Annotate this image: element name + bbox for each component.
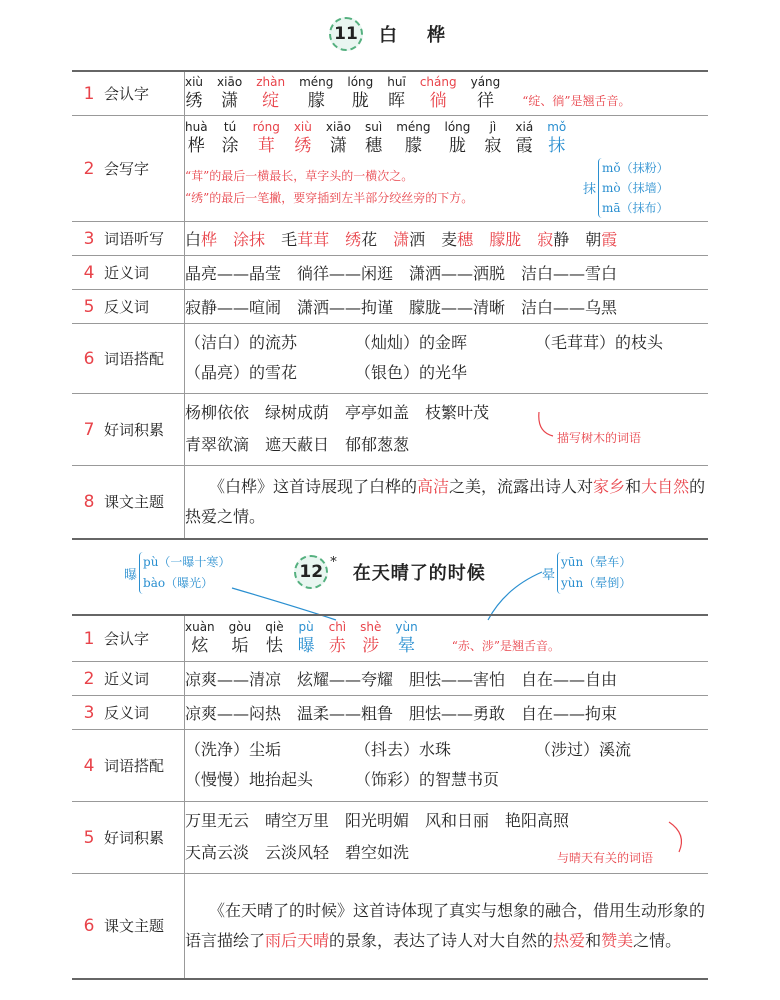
polyphone-mo (583, 158, 669, 218)
row-label: 会认字 (104, 629, 150, 648)
pinyin: shè (360, 619, 382, 634)
character: 绣 (294, 135, 312, 156)
pinyin: róng (252, 119, 280, 134)
row-jinyi (72, 661, 708, 695)
character: 桦 (187, 135, 205, 156)
optional-star: * (330, 555, 337, 570)
pinyin-character (420, 75, 457, 112)
row-zhuti (72, 465, 708, 539)
row-label: 近义词 (104, 263, 150, 282)
text-segment: 《在天晴了的时候》这首诗体现了真实与想象的融合，借用生动形象的语言描绘了 (185, 900, 706, 950)
row-dapei (72, 323, 708, 393)
polyphone-char: 晕 (542, 567, 556, 583)
text-segment: 茸茸 (297, 229, 330, 249)
pinyin-list (185, 120, 580, 157)
lesson-11-table (72, 70, 708, 540)
pinyin-character (396, 120, 430, 157)
antonyms: 凉爽——闷热 温柔——粗鲁 胆怯——勇敢 自在——拘束 (185, 695, 709, 729)
text-segment: 静 朝 (553, 229, 602, 249)
polyphone-char: 抹 (583, 182, 597, 197)
character: 晖 (388, 90, 406, 111)
polyphone-reading: bào（曝光） (143, 576, 214, 590)
text-segment (217, 230, 233, 249)
row-number: 1 (83, 83, 95, 104)
annotation-arrow (537, 410, 557, 440)
pinyin-character (185, 620, 215, 657)
pinyin: xiù (293, 119, 312, 134)
pinyin: chì (328, 619, 347, 634)
pinyin-character (547, 120, 566, 157)
collocation: （晶亮）的雪花 (185, 363, 298, 382)
pinyin-character (298, 620, 315, 657)
row-dapei (72, 729, 708, 801)
collocation: （涉过）溪流 (535, 740, 632, 759)
row-label: 课文主题 (104, 493, 165, 512)
row-number: 3 (83, 702, 95, 723)
pinyin-character (253, 120, 280, 157)
row-label: 近义词 (104, 669, 150, 688)
character: 潇 (221, 90, 239, 111)
text-segment: 《白桦》这首诗展现了白桦的 (185, 476, 418, 496)
character: 赤 (328, 635, 346, 656)
character: 胧 (351, 90, 369, 111)
synonyms: 凉爽——清凉 炫耀——夸耀 胆怯——害怕 自在——自由 (185, 661, 709, 695)
text-segment: 之美，流露出诗人对 (449, 476, 594, 496)
pinyin: qiè (265, 619, 284, 634)
row-label: 会认字 (104, 84, 150, 103)
polyphone-reading: yūn（晕车） (561, 555, 632, 569)
pinyin: xiāo (325, 119, 351, 134)
antonyms: 寂静——喧闹 潇洒——拘谨 朦胧——清晰 洁白——乌黑 (185, 289, 709, 323)
polyphone-reading: yùn（晕倒） (561, 576, 632, 590)
stroke-note-2: “绣”的最后一笔撇，要穿插到左半部分绞丝旁的下方。 (185, 190, 474, 205)
lesson-11-header (0, 17, 780, 51)
pinyin-character (256, 75, 285, 112)
text-segment: 桦 (201, 229, 218, 249)
pinyin-character (185, 120, 208, 157)
text-segment: 的景象，表达了诗人对大自然的 (329, 930, 554, 950)
row-number: 2 (83, 668, 95, 689)
text-segment: 雨后天晴 (265, 930, 330, 950)
good-words-line: 杨柳依依 绿树成荫 亭亭如盖 枝繁叶茂 (185, 403, 490, 422)
row-number: 5 (83, 827, 95, 848)
row-number: 7 (83, 419, 95, 440)
polyphone-reading: mǒ（抹粉） (602, 160, 669, 175)
row-label: 词语听写 (104, 229, 165, 248)
row-number: 3 (83, 228, 95, 249)
row-fanyi (72, 289, 708, 323)
text-segment: 家乡 (593, 476, 626, 496)
row-number: 5 (83, 296, 95, 317)
pinyin: huī (387, 74, 406, 89)
character: 朦 (307, 90, 325, 111)
text-segment: 毛 (265, 229, 298, 249)
row-jinyi (72, 255, 708, 289)
text-segment (521, 230, 537, 249)
row-renzi (72, 71, 708, 115)
polyphone-yun (542, 552, 631, 594)
good-words-line: 青翠欲滴 遮天蔽日 郁郁葱葱 (185, 435, 410, 454)
row-number: 4 (83, 755, 95, 776)
text-segment: 和 (625, 476, 642, 496)
polyphone-char: 曝 (124, 567, 138, 583)
character: 怯 (265, 635, 283, 656)
polyphone-reading: mā（抹布） (602, 200, 669, 215)
pinyin-character (395, 620, 417, 657)
row-tingxie (72, 221, 708, 255)
row-number: 6 (83, 916, 95, 937)
row-fanyi (72, 695, 708, 729)
text-segment: 绣 (345, 229, 362, 249)
pinyin-character (294, 120, 312, 157)
row-haoci (72, 801, 708, 873)
pinyin: lóng (347, 74, 374, 89)
pinyin: gòu (228, 619, 252, 634)
lesson-number-badge: 12 (294, 555, 328, 589)
text-segment: 寂 (537, 229, 554, 249)
row-xiezi (72, 115, 708, 221)
character: 霞 (515, 135, 533, 156)
collocation: （洗净）尘垢 (185, 740, 282, 759)
row-renzi (72, 615, 708, 661)
text-segment: 穗 (457, 229, 474, 249)
polyphone-reading: mò（抹墙） (602, 180, 669, 195)
row-label: 会写字 (104, 159, 150, 178)
row-number: 2 (83, 158, 95, 179)
pinyin-character (326, 120, 351, 157)
character: 涉 (362, 635, 380, 656)
character: 穗 (365, 135, 383, 156)
pinyin-character (515, 120, 533, 157)
character: 晕 (398, 635, 416, 656)
collocation: （银色）的光华 (355, 363, 468, 382)
pinyin: xiá (515, 119, 534, 134)
text-segment: 涂抹 (233, 229, 266, 249)
pinyin: tú (223, 119, 237, 134)
row-label: 反义词 (104, 297, 150, 316)
pinyin: zhàn (256, 74, 286, 89)
character: 涂 (221, 135, 239, 156)
text-segment: 热爱 (553, 930, 586, 950)
polyphone-pu (124, 552, 230, 594)
pinyin: huà (185, 119, 208, 134)
pinyin-character (347, 75, 373, 112)
row-label: 课文主题 (104, 917, 165, 936)
pinyin: yùn (395, 619, 418, 634)
pinyin-character (365, 120, 382, 157)
row-number: 1 (83, 628, 95, 649)
pinyin-character (222, 120, 239, 157)
text-segment: 之情。 (633, 930, 682, 950)
row-label: 好词积累 (104, 420, 165, 439)
collocations (185, 328, 708, 388)
text-segment: 花 (361, 229, 394, 249)
character: 抹 (548, 135, 566, 156)
row-label: 好词积累 (104, 828, 165, 847)
row-label: 反义词 (104, 703, 150, 722)
pinyin: suì (365, 119, 383, 134)
row-label: 词语搭配 (104, 756, 165, 775)
pinyin: méng (299, 74, 334, 89)
lesson-12-header (0, 555, 780, 589)
text-segment: 白 (185, 229, 202, 249)
pinyin-character (329, 620, 347, 657)
good-words-line: 天高云淡 云淡风轻 碧空如洗 (185, 843, 410, 862)
good-words-line: 万里无云 晴空万里 阳光明媚 风和日丽 艳阳高照 (185, 811, 570, 830)
collocations (185, 735, 708, 795)
collocation: （抖去）水珠 (355, 740, 452, 759)
pinyin-character (360, 620, 381, 657)
character: 朦 (404, 135, 422, 156)
pinyin-character (185, 75, 203, 112)
row-number: 4 (83, 262, 95, 283)
polyphone-reading: pù（一曝十寒） (143, 555, 231, 569)
row-zhuti (72, 873, 708, 979)
pinyin: xuàn (185, 619, 215, 634)
row-number: 6 (83, 348, 95, 369)
pinyin: xiù (185, 74, 204, 89)
text-segment: 赞美 (601, 930, 634, 950)
pinyin-character (229, 620, 252, 657)
collocation: （毛茸茸）的枝头 (535, 333, 664, 352)
pinyin-character (217, 75, 242, 112)
stroke-note-1: “茸”的最后一横最长，草字头的一横次之。 (185, 168, 414, 183)
text-segment: 朦胧 (489, 229, 522, 249)
row-haoci (72, 393, 708, 465)
annotation: 描写树木的词语 (557, 430, 642, 445)
theme-text (185, 477, 705, 526)
collocation: （洁白）的流苏 (185, 333, 298, 352)
annotation: 与晴天有关的词语 (557, 850, 654, 865)
pinyin-character (471, 75, 501, 112)
pinyin: pù (298, 619, 314, 634)
character: 曝 (297, 635, 315, 656)
text-segment: 高洁 (417, 476, 450, 496)
pinyin: mǒ (547, 119, 567, 134)
text-segment: 和 (585, 930, 602, 950)
lesson-title: 在天晴了的时候 (352, 563, 486, 584)
character: 胧 (448, 135, 466, 156)
lesson-number-badge: 11 (329, 17, 363, 51)
pinyin: lóng (444, 119, 471, 134)
row-label: 词语搭配 (104, 349, 165, 368)
pinyin-list (185, 620, 432, 657)
annotation-arrow (665, 820, 689, 854)
character: 炫 (191, 635, 209, 656)
tongue-note: “绽、徜”是翘舌音。 (522, 93, 631, 108)
collocation: （慢慢）地抬起头 (185, 770, 314, 789)
character: 徉 (476, 90, 494, 111)
text-segment: 霞 (601, 229, 618, 249)
pinyin-character (387, 75, 406, 112)
synonyms: 晶亮——晶莹 徜徉——闲逛 潇洒——洒脱 洁白——雪白 (185, 255, 709, 289)
pinyin: xiāo (217, 74, 243, 89)
text-segment: 大自然 (641, 476, 690, 496)
character: 垢 (231, 635, 249, 656)
pinyin: méng (396, 119, 431, 134)
tongue-note: “赤、涉”是翘舌音。 (451, 638, 560, 653)
dictation-words (185, 230, 617, 249)
pinyin-character (445, 120, 471, 157)
pinyin: cháng (419, 74, 457, 89)
pinyin: yáng (470, 74, 501, 89)
pinyin: jì (489, 119, 497, 134)
collocation: （灿灿）的金晖 (355, 333, 468, 352)
collocation: （饰彩）的智慧书页 (355, 770, 500, 789)
pinyin-character (484, 120, 501, 157)
character: 徜 (429, 90, 447, 111)
lesson-12-table (72, 614, 708, 980)
character: 绣 (185, 90, 203, 111)
row-number: 8 (83, 492, 95, 513)
character: 潇 (329, 135, 347, 156)
character: 寂 (484, 135, 502, 156)
text-segment (473, 230, 489, 249)
text-segment (329, 230, 345, 249)
pinyin-list (185, 75, 514, 112)
lesson-title: 白 桦 (379, 25, 451, 46)
text-segment: 的热爱之情。 (185, 476, 706, 526)
pinyin-character (299, 75, 333, 112)
text-segment: 潇 (393, 229, 410, 249)
pinyin-character (265, 620, 283, 657)
text-segment: 洒 麦 (409, 229, 458, 249)
character: 茸 (257, 135, 275, 156)
theme-text (185, 901, 705, 950)
character: 绽 (262, 90, 280, 111)
